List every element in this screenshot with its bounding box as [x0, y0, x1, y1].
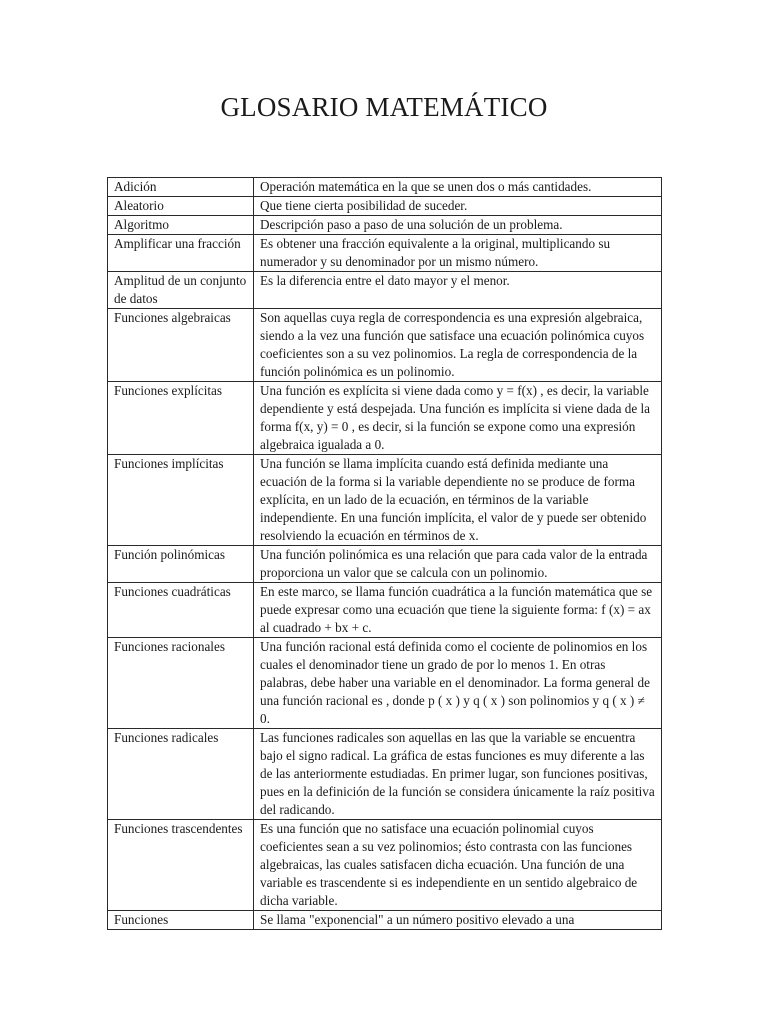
- page-title: GLOSARIO MATEMÁTICO: [220, 92, 548, 122]
- table-row: [108, 546, 662, 583]
- table-row: [108, 382, 662, 455]
- glossary-term: Amplitud de un conjunto de datos: [108, 272, 254, 309]
- glossary-table: [107, 177, 662, 930]
- glossary-definition: Es una función que no satisface una ecuación polinomial cuyos coeficientes sean a su vez polinomios; ésto contrasta con las funciones algebraicas, las cuales satisfacen dicha ecuación. Una función de una variable es trascendente si es independiente en un sentido algebraico de dicha variable.: [254, 820, 662, 911]
- glossary-definition: Son aquellas cuya regla de correspondencia es una expresión algebraica, siendo a la vez una función que satisface una ecuación polinómica cuyos coeficientes son a su vez polinomios. La regla de correspondencia de la función polinómica es un polinomio.: [254, 309, 662, 382]
- glossary-term: Adición: [108, 178, 254, 197]
- glossary-definition: Una función es explícita si viene dada como y = f(x) , es decir, la variable dependiente y está despejada. Una función es implícita si viene dada de la forma f(x, y) = 0 , es decir, si la función se expone como una expresión algebraica igualada a 0.: [254, 382, 662, 455]
- table-row: [108, 820, 662, 911]
- glossary-term: Función polinómicas: [108, 546, 254, 583]
- glossary-term: Funciones racionales: [108, 638, 254, 729]
- table-row: [108, 309, 662, 382]
- table-row: [108, 272, 662, 309]
- table-row: [108, 216, 662, 235]
- table-row: [108, 638, 662, 729]
- glossary-term: Aleatorio: [108, 197, 254, 216]
- glossary-definition: Las funciones radicales son aquellas en las que la variable se encuentra bajo el signo radical. La gráfica de estas funciones es muy diferente a las de las anteriormente estudiadas. En primer lugar, son funciones positivas, pues en la definición de la función se considera únicamente la raíz positiva del radicando.: [254, 729, 662, 820]
- glossary-definition: Que tiene cierta posibilidad de suceder.: [254, 197, 662, 216]
- glossary-definition: Es la diferencia entre el dato mayor y el menor.: [254, 272, 662, 309]
- glossary-term: Funciones trascendentes: [108, 820, 254, 911]
- table-row: [108, 455, 662, 546]
- glossary-term: Amplificar una fracción: [108, 235, 254, 272]
- table-row: [108, 178, 662, 197]
- table-row: [108, 911, 662, 930]
- glossary-term: Funciones algebraicas: [108, 309, 254, 382]
- glossary-definition: Operación matemática en la que se unen dos o más cantidades.: [254, 178, 662, 197]
- glossary-definition: Descripción paso a paso de una solución de un problema.: [254, 216, 662, 235]
- glossary-definition: Se llama "exponencial" a un número positivo elevado a una: [254, 911, 662, 930]
- table-row: [108, 235, 662, 272]
- glossary-term: Funciones: [108, 911, 254, 930]
- glossary-definition: Una función polinómica es una relación que para cada valor de la entrada proporciona un valor que se calcula con un polinomio.: [254, 546, 662, 583]
- glossary-term: Funciones cuadráticas: [108, 583, 254, 638]
- glossary-definition: Una función racional está definida como el cociente de polinomios en los cuales el denominador tiene un grado de por lo menos 1. En otras palabras, debe haber una variable en el denominador. La forma general de una función racional es , donde p ( x ) y q ( x ) son polinomios y q ( x ) ≠ 0.: [254, 638, 662, 729]
- glossary-term: Funciones radicales: [108, 729, 254, 820]
- glossary-term: Funciones implícitas: [108, 455, 254, 546]
- glossary-term: Funciones explícitas: [108, 382, 254, 455]
- glossary-definition: En este marco, se llama función cuadrática a la función matemática que se puede expresar como una ecuación que tiene la siguiente forma: f (x) = ax al cuadrado + bx + c.: [254, 583, 662, 638]
- glossary-definition: Una función se llama implícita cuando está definida mediante una ecuación de la forma si la variable dependiente no se produce de forma explícita, en un lado de la ecuación, en términos de la variable independiente. En una función implícita, el valor de y puede ser obtenido resolviendo la ecuación en términos de x.: [254, 455, 662, 546]
- glossary-term: Algoritmo: [108, 216, 254, 235]
- glossary-definition: Es obtener una fracción equivalente a la original, multiplicando su numerador y su denominador por un mismo número.: [254, 235, 662, 272]
- table-row: [108, 583, 662, 638]
- table-row: [108, 197, 662, 216]
- table-row: [108, 729, 662, 820]
